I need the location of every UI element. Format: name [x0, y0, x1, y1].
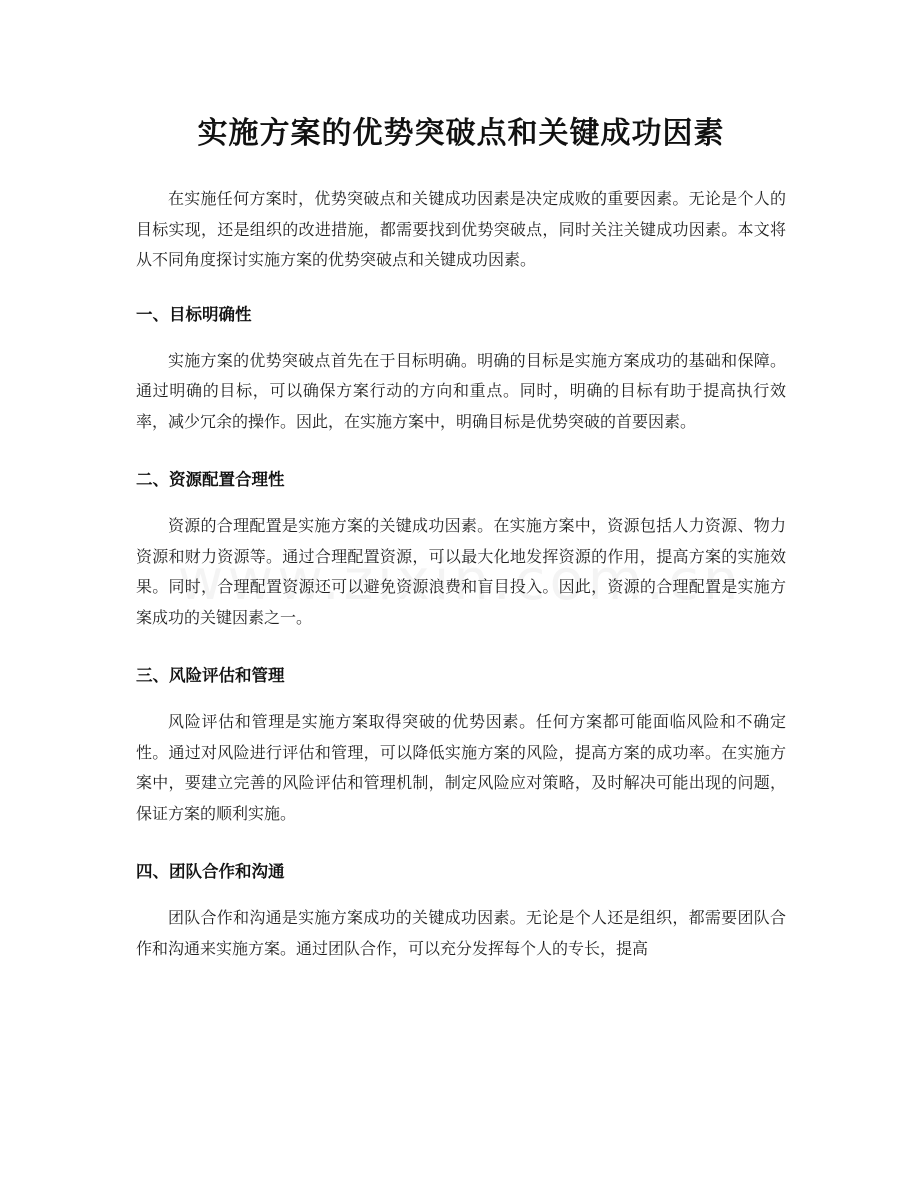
intro-paragraph: 在实施任何方案时，优势突破点和关键成功因素是决定成败的重要因素。无论是个人的目标实现，还是组织的改进措施，都需要找到优势突破点，同时关注关键成功因素。本文将从不同角度探讨实施方案的优势突破点和关键成功因素。	[136, 189, 786, 269]
section-heading-teamwork: 四、团队合作和沟通	[136, 862, 285, 881]
section-heading-risk-management: 三、风险评估和管理	[136, 666, 285, 685]
document-title: 实施方案的优势突破点和关键成功因素	[197, 116, 725, 151]
section-heading-resource-allocation: 二、资源配置合理性	[136, 470, 285, 489]
section-body-risk-management: 风险评估和管理是实施方案取得突破的优势因素。任何方案都可能面临风险和不确定性。通过对风险进行评估和管理，可以降低实施方案的风险，提高方案的成功率。在实施方案中，要建立完善的风险评估和管理机制，制定风险应对策略，及时解决可能出现的问题，保证方案的顺利实施。	[136, 712, 786, 823]
section-body-teamwork: 团队合作和沟通是实施方案成功的关键成功因素。无论是个人还是组织，都需要团队合作和沟通来实施方案。通过团队合作，可以充分发挥每个人的专长，提高	[136, 908, 786, 958]
section-body-goal-clarity: 实施方案的优势突破点首先在于目标明确。明确的目标是实施方案成功的基础和保障。通过明确的目标，可以确保方案行动的方向和重点。同时，明确的目标有助于提高执行效率，减少冗余的操作。因此，在实施方案中，明确目标是优势突破的首要因素。	[136, 350, 786, 431]
section-heading-goal-clarity: 一、目标明确性	[136, 304, 252, 324]
section-body-resource-allocation: 资源的合理配置是实施方案的关键成功因素。在实施方案中，资源包括人力资源、物力资源和财力资源等。通过合理配置资源，可以最大化地发挥资源的作用，提高方案的实施效果。同时，合理配置资源还可以避免资源浪费和盲目投入。因此，资源的合理配置是实施方案成功的关键因素之一。	[136, 516, 786, 627]
